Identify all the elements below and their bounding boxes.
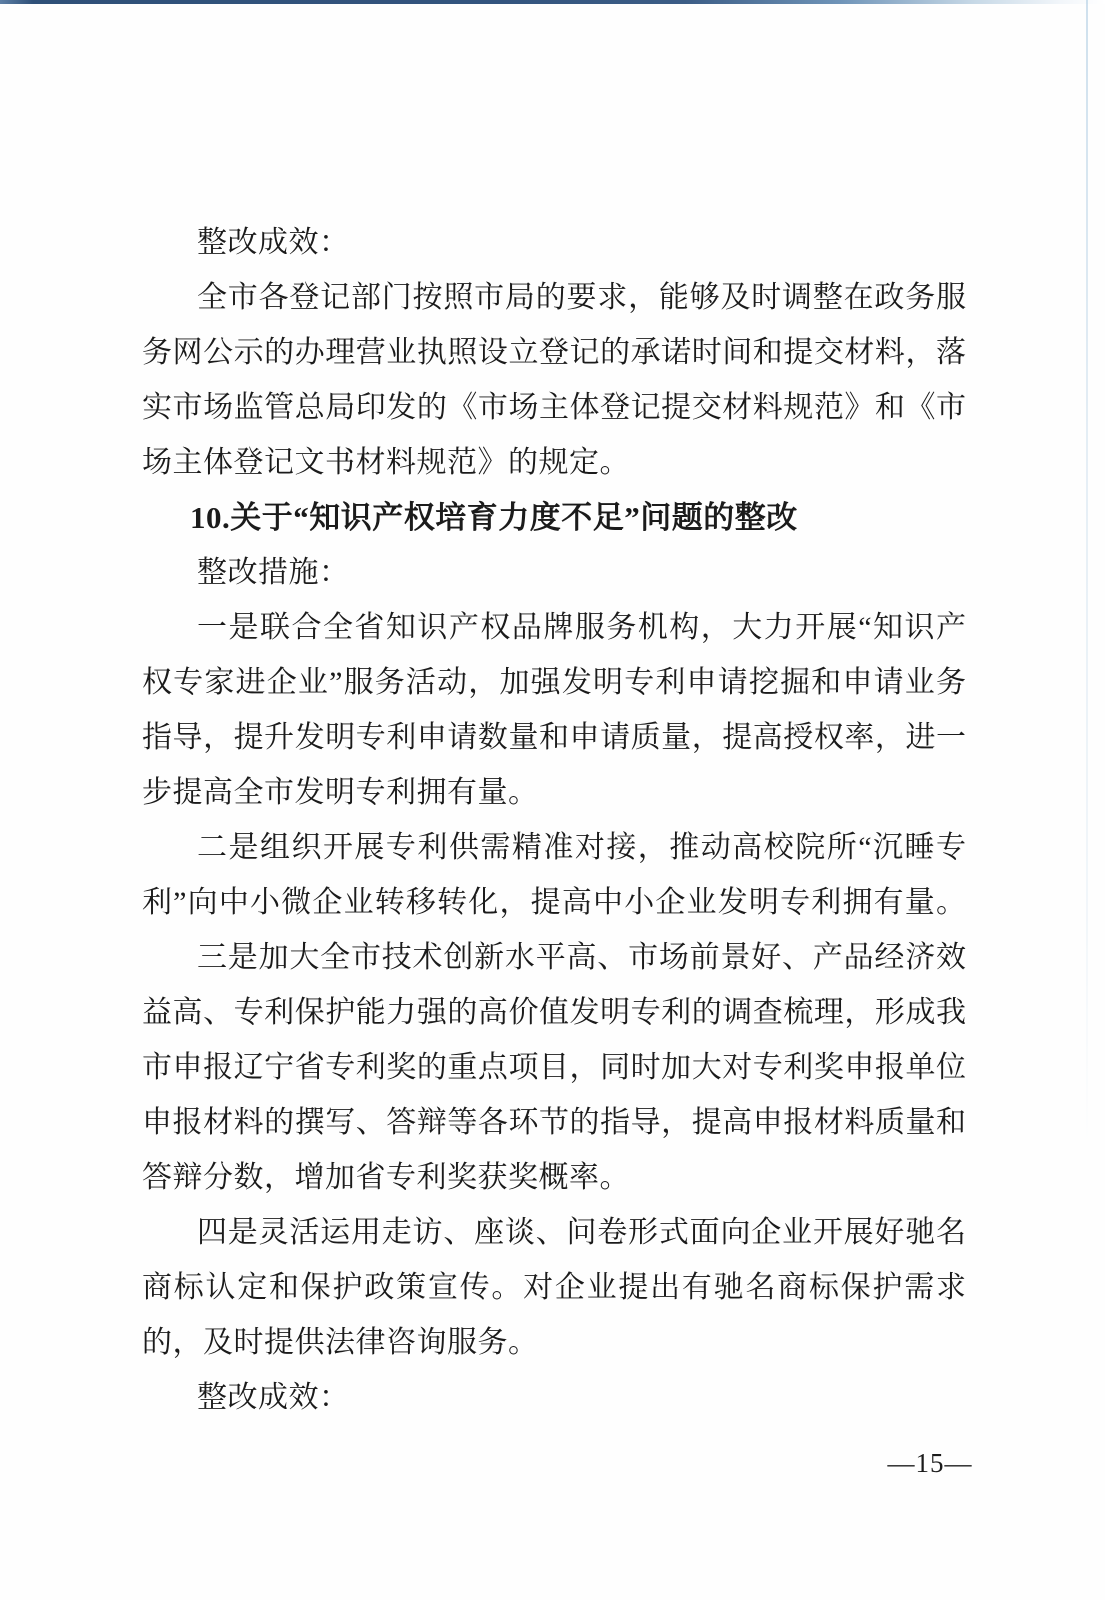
document-line: 步提高全市发明专利拥有量。 [142, 776, 539, 809]
document-line: 场主体登记文书材料规范》的规定。 [142, 446, 630, 479]
document-line: 一是联合全省知识产权品牌服务机构，大力开展“知识产 [197, 611, 966, 644]
document-line: 商标认定和保护政策宣传。对企业提出有驰名商标保护需求 [142, 1271, 966, 1304]
document-line: 三是加大全市技术创新水平高、市场前景好、产品经济效 [197, 941, 966, 974]
page-number: —15— [887, 1448, 973, 1478]
document-line: 答辩分数，增加省专利奖获奖概率。 [142, 1161, 630, 1194]
document-line: 指导，提升发明专利申请数量和申请质量，提高授权率，进一 [142, 721, 966, 754]
document-line: 整改成效： [197, 226, 350, 259]
document-line: 10.关于“知识产权培育力度不足”问题的整改 [190, 500, 798, 535]
document-line: 二是组织开展专利供需精准对接，推动高校院所“沉睡专 [197, 831, 966, 864]
document-line: 务网公示的办理营业执照设立登记的承诺时间和提交材料，落 [142, 336, 966, 369]
document-line: 的，及时提供法律咨询服务。 [142, 1326, 539, 1359]
document-line: 申报材料的撰写、答辩等各环节的指导，提高申报材料质量和 [142, 1106, 966, 1139]
document-line: 市申报辽宁省专利奖的重点项目，同时加大对专利奖申报单位 [142, 1051, 966, 1084]
scan-artifact-right-line [1086, 0, 1088, 1150]
document-line: 四是灵活运用走访、座谈、问卷形式面向企业开展好驰名 [197, 1216, 966, 1249]
scan-artifact-top-bar [0, 0, 1105, 4]
document-line: 益高、专利保护能力强的高价值发明专利的调查梳理，形成我 [142, 996, 966, 1029]
document-line: 利”向中小微企业转移转化，提高中小企业发明专利拥有量。 [142, 886, 966, 919]
document-body [142, 215, 966, 1425]
document-line: 实市场监管总局印发的《市场主体登记提交材料规范》和《市 [142, 391, 966, 424]
document-line: 整改成效： [197, 1381, 350, 1414]
document-line: 整改措施： [197, 556, 350, 589]
document-line: 全市各登记部门按照市局的要求，能够及时调整在政务服 [197, 281, 966, 314]
document-line: 权专家进企业”服务活动，加强发明专利申请挖掘和申请业务 [142, 666, 966, 699]
